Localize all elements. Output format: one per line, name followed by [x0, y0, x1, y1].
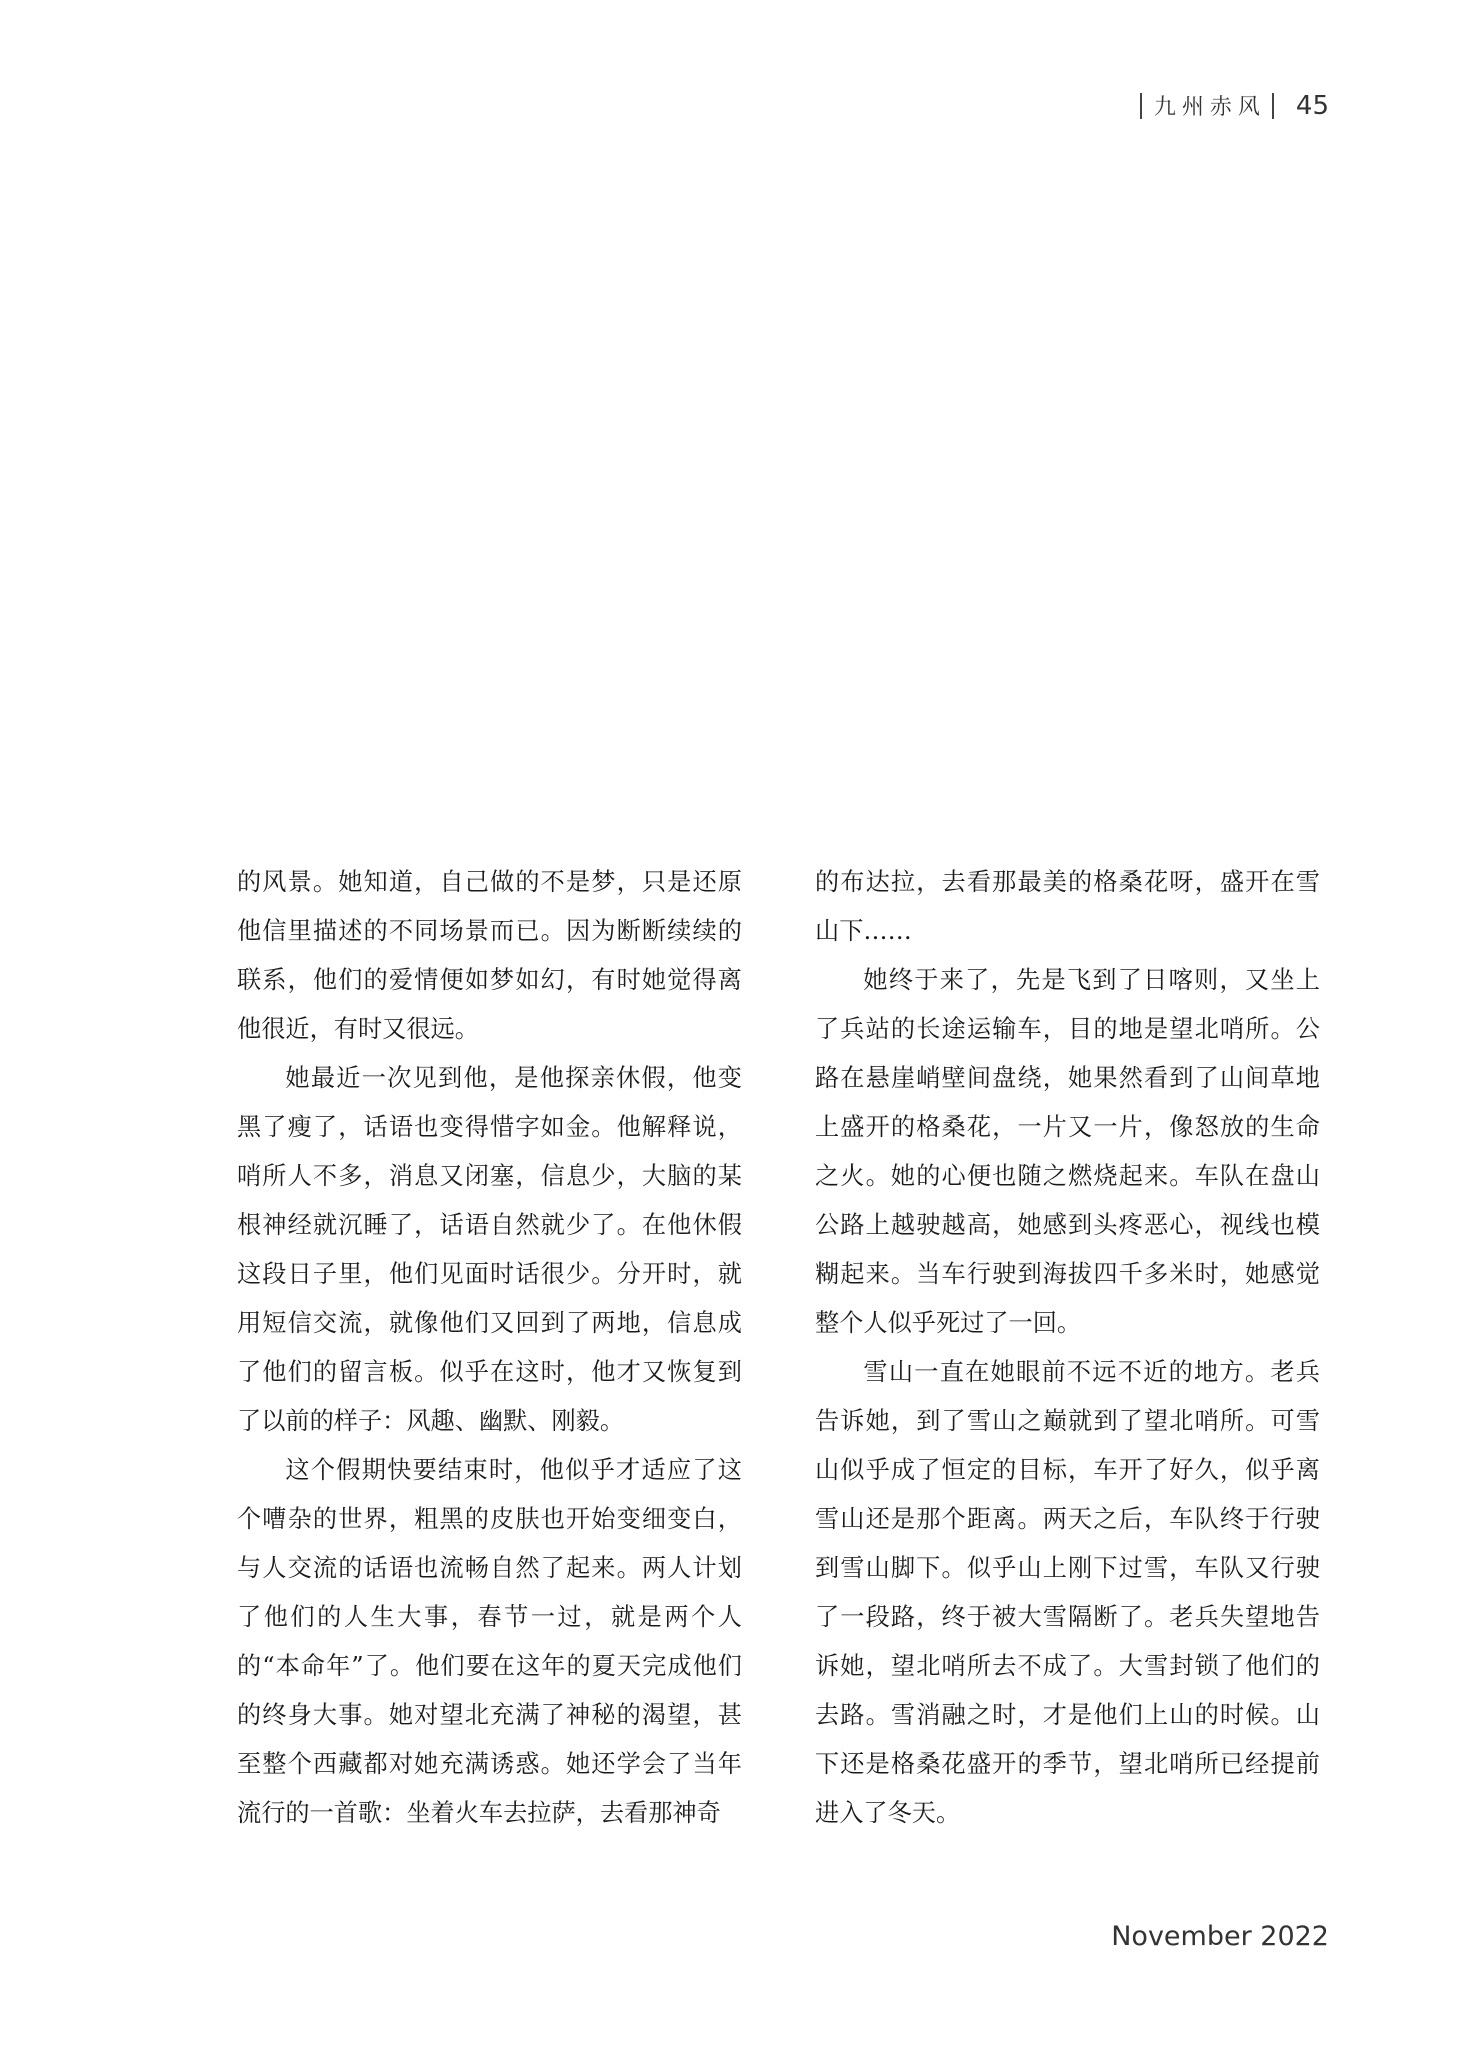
- right-paragraph-2: 她终于来了，先是飞到了日喀则，又坐上了兵站的长途运输车，目的地是望北哨所。公路在悬崖峭壁间盘绕，她果然看到了山间草地上盛开的格桑花，一片又一片，像怒放的生命之火。她的心便也随之燃烧起来。车队在盘山公路上越驶越高，她感到头疼恶心，视线也模糊起来。当车行驶到海拔四千多米时，她感觉整个人似乎死过了一回。: [815, 966, 1320, 1337]
- left-paragraph-2: 她最近一次见到他，是他探亲休假，他变黑了瘦了，话语也变得惜字如金。他解释说，哨所人不多，消息又闭塞，信息少，大脑的某根神经就沉睡了，话语自然就少了。在他休假这段日子里，他们见面时话很少。分开时，就用短信交流，就像他们又回到了两地，信息成了他们的留言板。似乎在这时，他才又恢复到了以前的样子：风趣、幽默、刚毅。: [237, 1064, 742, 1435]
- right-paragraph-3: 雪山一直在她眼前不远不近的地方。老兵告诉她，到了雪山之巅就到了望北哨所。可雪山似乎成了恒定的目标，车开了好久，似乎离雪山还是那个距离。两天之后，车队终于行驶到雪山脚下。似乎山上刚下过雪，车队又行驶了一段路，终于被大雪隔断了。老兵失望地告诉她，望北哨所去不成了。大雪封锁了他们的去路。雪消融之时，才是他们上山的时候。山下还是格桑花盛开的季节，望北哨所已经提前进入了冬天。: [815, 1358, 1320, 1827]
- left-column: [237, 858, 742, 1838]
- left-paragraph-3: 这个假期快要结束时，他似乎才适应了这个嘈杂的世界，粗黑的皮肤也开始变细变白，与人交流的话语也流畅自然了起来。两人计划了他们的人生大事，春节一过，就是两个人的“本命年”了。他们要在这年的夏天完成他们的终身大事。她对望北充满了神秘的渴望，甚至整个西藏都对她充满诱惑。她还学会了当年流行的一首歌：坐着火车去拉萨，去看那神奇: [237, 1456, 742, 1827]
- running-header: [1140, 90, 1329, 121]
- header-divider-right: [1272, 93, 1274, 119]
- right-paragraph-1: 的布达拉，去看那最美的格桑花呀，盛开在雪山下……: [815, 868, 1320, 945]
- left-paragraph-1: 的风景。她知道，自己做的不是梦，只是还原他信里描述的不同场景而已。因为断断续续的联系，他们的爱情便如梦如幻，有时她觉得离他很近，有时又很远。: [237, 868, 742, 1043]
- page-number: 45: [1295, 90, 1329, 121]
- issue-date: November 2022: [1111, 1921, 1329, 1952]
- section-title: 九州赤风: [1153, 95, 1266, 120]
- right-column: [815, 858, 1320, 1838]
